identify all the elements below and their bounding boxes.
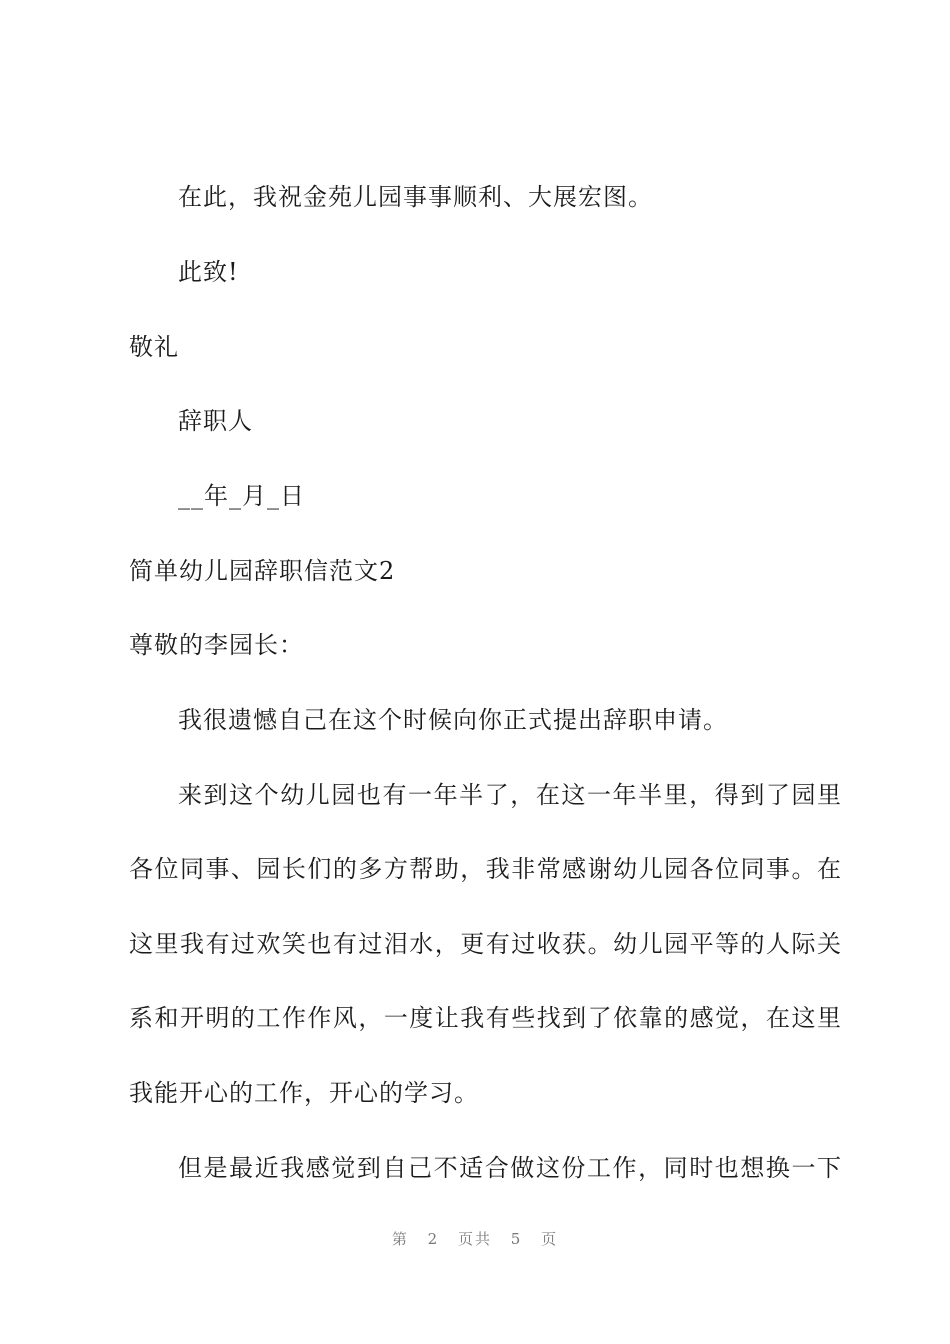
paragraph-line: 我很遗憾自己在这个时候向你正式提出辞职申请。 (178, 706, 728, 734)
paragraph-line: 来到这个幼儿园也有一年半了，在这一年半里，得到了园里 (178, 781, 841, 809)
paragraph-line: 但是最近我感觉到自己不适合做这份工作，同时也想换一下 (178, 1154, 841, 1182)
paragraph-line: 系和开明的工作作风，一度让我有些找到了依靠的感觉，在这里 (129, 1004, 841, 1032)
regards-line: 敬礼 (129, 333, 179, 361)
letter-greeting: 尊敬的李园长： (129, 631, 304, 659)
footer-total-pages: 5 (510, 1230, 523, 1248)
paragraph-line: 我能开心的工作，开心的学习。 (129, 1079, 479, 1107)
footer-suffix: 页 (541, 1230, 559, 1248)
closing-wish-paragraph: 在此，我祝金苑儿园事事顺利、大展宏图。 (178, 183, 653, 211)
salutation-closing: 此致! (178, 258, 239, 286)
signature-label: 辞职人 (178, 407, 253, 435)
footer-prefix: 第 (391, 1230, 409, 1248)
date-line: __年_月_日 (178, 482, 305, 510)
paragraph-line: 各位同事、园长们的多方帮助，我非常感谢幼儿园各位同事。在 (129, 855, 841, 883)
page-footer (0, 1228, 950, 1249)
footer-current-page: 2 (427, 1230, 440, 1248)
section-title: 简单幼儿园辞职信范文2 (129, 557, 396, 585)
paragraph-line: 这里我有过欢笑也有过泪水，更有过收获。幼儿园平等的人际关 (129, 930, 841, 958)
footer-middle: 页共 (457, 1230, 492, 1248)
